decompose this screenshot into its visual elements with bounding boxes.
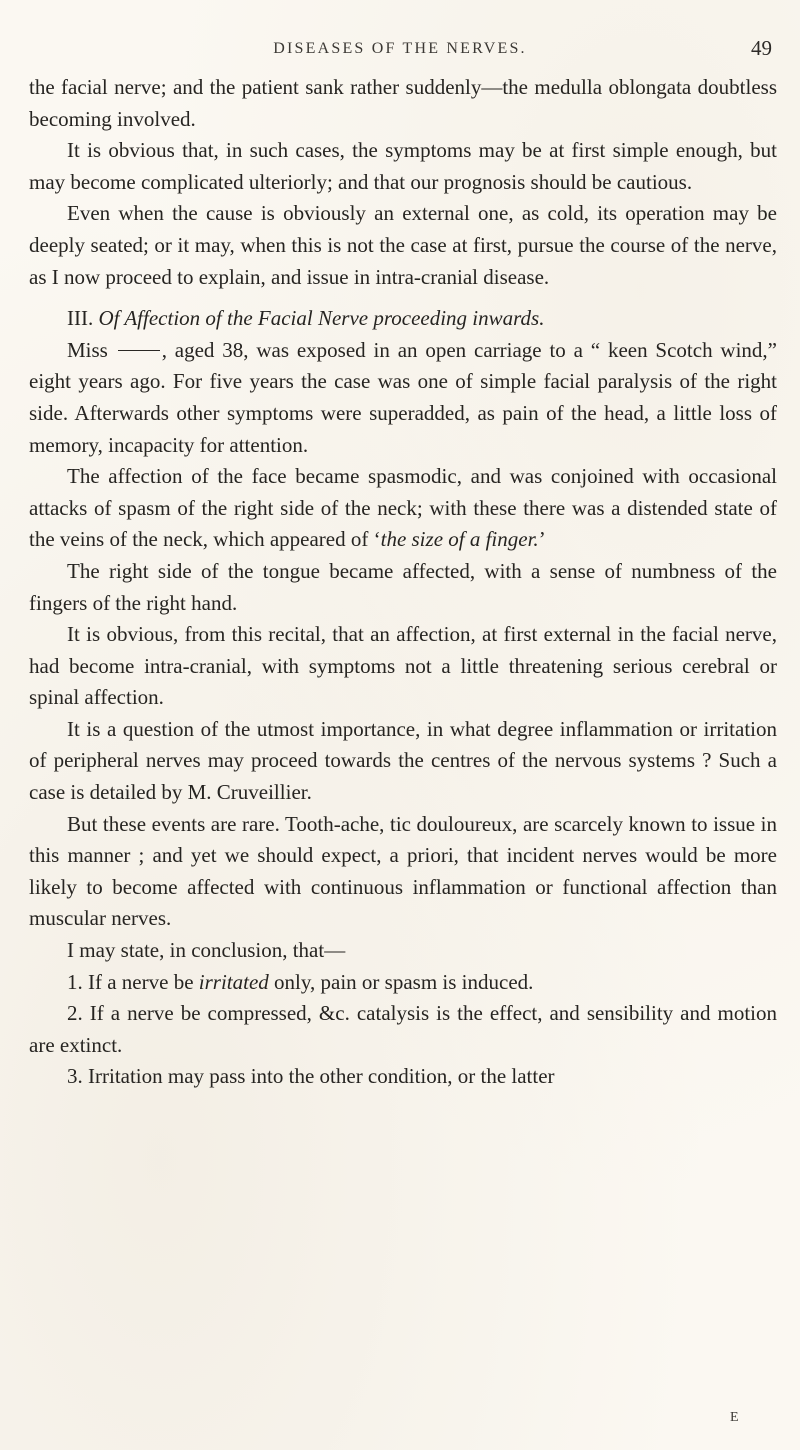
paragraph-case-miss (29, 335, 777, 461)
running-head: DISEASES OF THE NERVES. (273, 40, 527, 57)
paragraph-rare-events: But these events are rare. Tooth-ache, tic douloureux, are scarcely known to issue in this manner ; and yet we should expect, a priori, that incident nerves would be more likely to become affected with continuous inflammation or functional affection than muscular nerves. (29, 811, 777, 931)
signature-mark: E (730, 1410, 739, 1425)
section-number: III. (67, 306, 94, 331)
list-item-1-end: only, pain or spasm is induced. (274, 969, 534, 994)
page-header (0, 36, 800, 66)
list-item-1 (29, 967, 777, 999)
section-heading (29, 303, 777, 335)
paragraph-continuation: the facial nerve; and the patient sank rather suddenly—the medulla oblongata doubtless becoming involved. (29, 75, 777, 131)
section-title: Of Affection of the Facial Nerve proceeding inwards. (98, 306, 545, 331)
paragraph-spasm (29, 461, 777, 556)
case-description: , aged 38, was exposed in an open carriage to a “ keen Scotch wind,” eight years ago. For five years the case was one of simple facial paralysis of the right side. Afterwards other symptoms were superadded, as pain of the head, a little loss of memory, incapacity for attention. (29, 337, 777, 457)
paragraph-conclusion: I may state, in conclusion, that— (67, 938, 346, 963)
quoted-phrase: the size of a finger. (380, 527, 539, 552)
page-number: 49 (751, 36, 772, 60)
list-item-1-start: 1. If a nerve be (67, 969, 194, 994)
case-subject: Miss (67, 337, 108, 362)
paragraph-prognosis: It is obvious that, in such cases, the symptoms may be at first simple enough, but may become complicated ulteriorly; and that our prognosis should be cautious. (29, 138, 777, 194)
quote-close: ’ (538, 527, 546, 552)
body-text (29, 72, 777, 1093)
list-item-3: 3. Irritation may pass into the other condition, or the latter (67, 1064, 555, 1089)
paragraph-question: It is a question of the utmost importance, in what degree inflammation or irritation of peripheral nerves may proceed towards the centres of the nervous systems ? Such a case is detailed by M. Cruveillier. (29, 716, 777, 805)
paragraph-recital: It is obvious, from this recital, that an affection, at first external in the facial nerve, had become intra-cranial, with symptoms not a little threatening serious cerebral or spinal affection. (29, 622, 777, 710)
paragraph-tongue: The right side of the tongue became affected, with a sense of numbness of the fingers of the right hand. (29, 558, 777, 615)
name-dash (118, 350, 160, 351)
list-item-2: 2. If a nerve be compressed, &c. catalysis is the effect, and sensibility and motion are extinct. (29, 1001, 777, 1057)
spasm-text: The affection of the face became spasmodic, and was conjoined with occasional attacks of spasm of the right side of the neck; with these there was a distended state of the veins of the neck, which appeared of ‘ (29, 464, 777, 552)
list-item-1-italic: irritated (198, 969, 269, 994)
paragraph-external-cause: Even when the cause is obviously an external one, as cold, its operation may be deeply seated; or it may, when this is not the case at first, pursue the course of the nerve, as I now proceed to explain, and issue in intra-cranial disease. (29, 201, 777, 289)
